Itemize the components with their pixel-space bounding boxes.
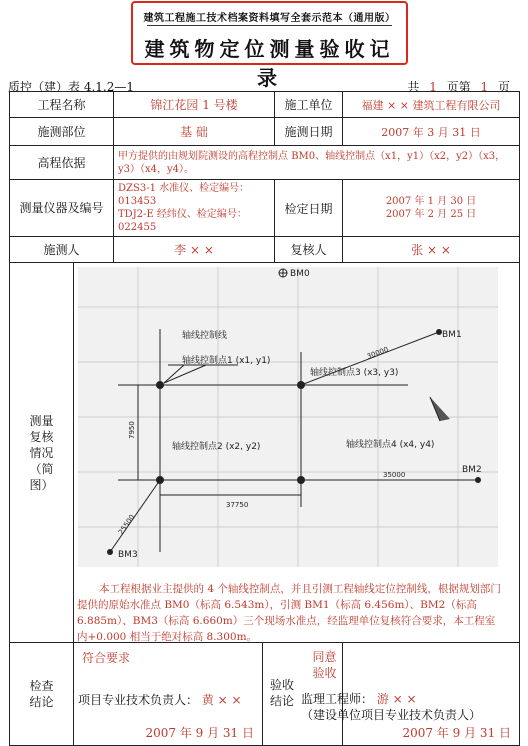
check-result: 符合要求 xyxy=(82,651,131,665)
dim-35000: 35000 xyxy=(383,471,406,479)
label-bm2: BM2 xyxy=(462,465,482,475)
control-point-3-marker xyxy=(297,381,305,389)
form-code: 质控（建）表 4.1.2—1 xyxy=(8,80,134,94)
label-bm1: BM1 xyxy=(442,330,462,340)
survey-diagram-svg xyxy=(78,267,498,567)
checker-label: 复核人 xyxy=(275,237,343,263)
dim-30000: 30000 xyxy=(365,345,390,361)
instrument-label: 测量仪器及编号 xyxy=(10,180,114,237)
control-point-4-marker xyxy=(297,476,305,484)
instrument-line-1: DZS3-1 水准仪、检定编号：013453 xyxy=(118,183,250,207)
header-subtitle: 建筑工程施工技术档案资料填写全套示范本（通用版） xyxy=(143,13,396,24)
check-date: 2007 年 9 月 31 日 xyxy=(145,726,255,740)
page-current-label: 页第 xyxy=(446,80,471,94)
survey-part-label: 施测部位 xyxy=(10,118,114,146)
verify-date-1: 2007 年 1 月 30 日 xyxy=(385,196,477,207)
label-point-1: 轴线控制点1 (x1, y1) xyxy=(182,356,271,366)
control-point-2-marker xyxy=(156,476,164,484)
review-cell xyxy=(74,263,520,643)
elevation-basis-value: 甲方提供的由规划院测设的高程控制点 BM0、轴线控制点（x1，y1）（x2，y2）（x3，y3）（x4，y4）。 xyxy=(114,146,520,180)
check-person-line xyxy=(78,691,242,708)
instrument-line-2: TDJ2-E 经纬仪、检定编号：022455 xyxy=(118,209,247,233)
review-label xyxy=(10,263,74,643)
header-divider xyxy=(147,25,392,26)
checker-value: 张 × × xyxy=(343,237,520,263)
verify-date-value xyxy=(343,180,520,237)
survey-diagram xyxy=(78,267,498,567)
instrument-value xyxy=(114,180,275,237)
accept-result: 同意验收 xyxy=(312,650,337,680)
check-person-name: 黄 × × xyxy=(201,693,242,707)
header-box xyxy=(131,1,408,90)
accept-date: 2007 年 9 月 31 日 xyxy=(402,726,512,740)
project-name-label: 工程名称 xyxy=(10,92,114,118)
label-point-3: 轴线控制点3 (x3, y3) xyxy=(310,368,399,378)
bm2-marker xyxy=(475,477,481,483)
line-to-bm3 xyxy=(110,480,160,552)
dim-25500: 25500 xyxy=(117,513,137,537)
dim-37750: 37750 xyxy=(226,501,249,509)
check-person-label: 项目专业技术负责人： xyxy=(78,693,199,707)
contractor-value: 福建 × × 建筑工程有限公司 xyxy=(343,92,520,118)
verify-date-2: 2007 年 2 月 25 日 xyxy=(385,209,477,220)
contractor-label: 施工单位 xyxy=(275,92,343,118)
dim-7950: 7950 xyxy=(128,421,136,439)
accept-conclusion-cell xyxy=(343,643,520,746)
label-point-4: 轴线控制点4 (x4, y4) xyxy=(346,440,435,450)
verify-date-label: 检定日期 xyxy=(275,180,343,237)
accept-person-note: （建设单位项目专业技术负责人） xyxy=(301,708,482,722)
accept-person-name: 游 × × xyxy=(376,692,417,706)
page-total-label: 共 xyxy=(407,80,420,94)
check-conclusion-label-text: 检查结论 xyxy=(29,679,54,709)
check-conclusion-label xyxy=(10,643,74,746)
surveyor-value: 李 × × xyxy=(114,237,275,263)
record-table xyxy=(9,91,520,746)
page-current: 1 xyxy=(480,80,489,94)
bm3-marker xyxy=(107,549,113,555)
label-bm0: BM0 xyxy=(290,269,310,279)
page-suffix: 页 xyxy=(497,80,510,94)
surveyor-label: 施测人 xyxy=(10,237,114,263)
survey-date-label: 施测日期 xyxy=(275,118,343,146)
accept-conclusion-label-text: 验收结论 xyxy=(270,678,295,708)
label-axis-line: 轴线控制线 xyxy=(182,331,228,341)
project-name-value: 锦江花园 1 号楼 xyxy=(114,92,275,118)
page-title: 建筑物定位测量验收记录 xyxy=(144,37,395,90)
label-point-2: 轴线控制点2 (x2, y2) xyxy=(172,442,261,452)
review-label-text: 测量复核情况（简图） xyxy=(29,413,54,492)
check-conclusion-cell xyxy=(74,643,263,746)
elevation-basis-label: 高程依据 xyxy=(10,146,114,180)
review-description: 本工程根据业主提供的 4 个轴线控制点，并且引测工程轴线定位控制线，根据规划部门提供的原始水准点 BM0（标高 6.543m），引测 BM1（标高 6.456m）、BM2（标高 6.885m）、BM3（标高 6.660m）三个现场水准点，经监理单位复核符合要求，本工程室内+0.000 相当于绝对标高 8.300m。 xyxy=(77,583,501,643)
control-point-1-marker xyxy=(156,381,164,389)
survey-part-value: 基 础 xyxy=(114,118,275,146)
label-bm3: BM3 xyxy=(118,550,138,560)
accept-person-label: 监理工程师： xyxy=(301,692,374,706)
page-total: 1 xyxy=(429,80,437,94)
survey-date-value: 2007 年 3 月 31 日 xyxy=(343,118,520,146)
